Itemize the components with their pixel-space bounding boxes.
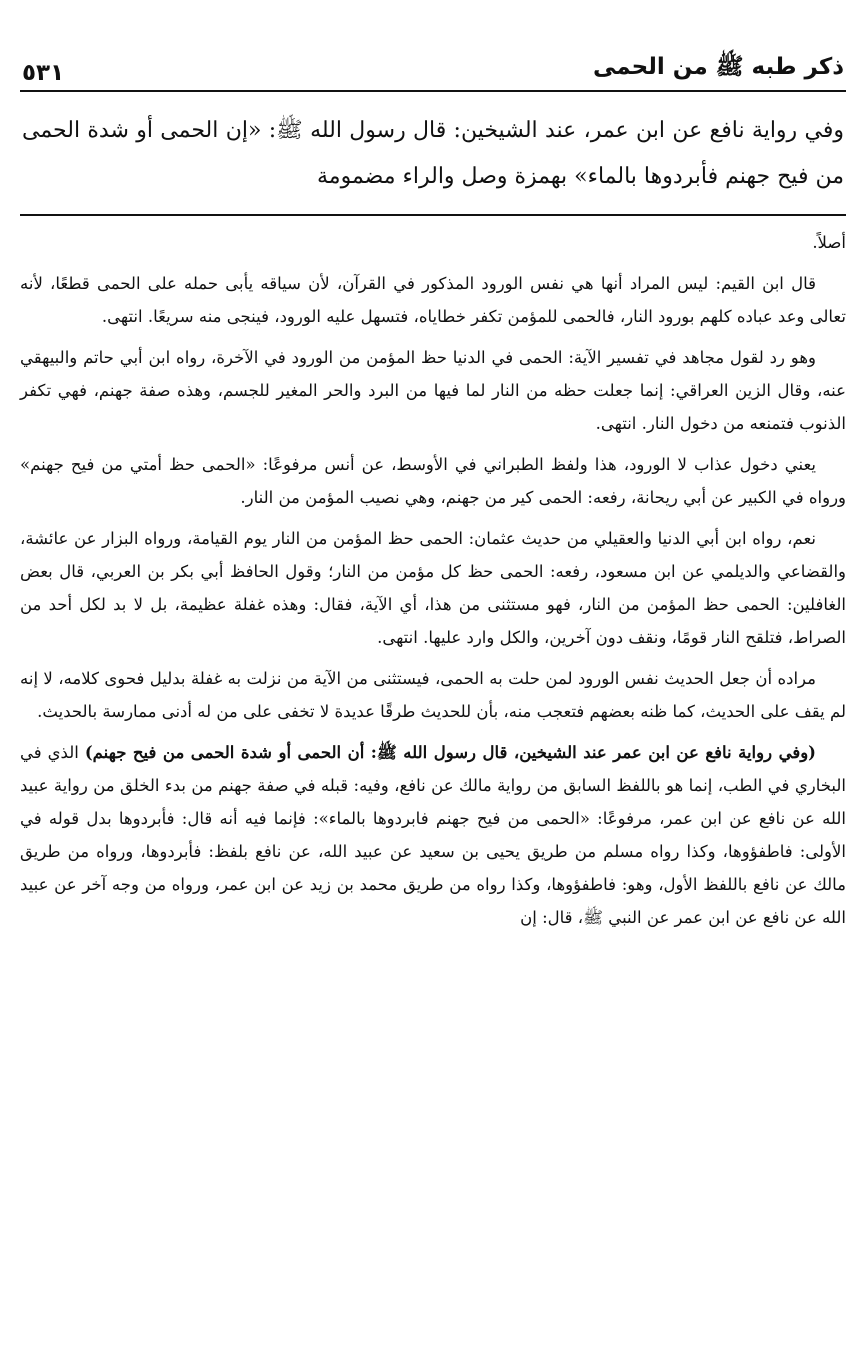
commentary: [20, 226, 846, 934]
commentary-paragraph: يعني دخول عذاب لا الورود، هذا ولفظ الطبراني في الأوسط، عن أنس مرفوعًا: «الحمى حظ أمتي من فيح جهنم» ورواه في الكبير عن أبي ريحانة، رفعه: الحمى كير من جهنم، وهي نصيب المؤمن من النار.: [20, 455, 846, 507]
commentary-paragraph: نعم، رواه ابن أبي الدنيا والعقيلي من حديث عثمان: الحمى حظ المؤمن من النار يوم القيامة، ورواه البزار عن عائشة، والقضاعي والديلمي عن ابن مسعود، رفعه: الحمى حظ كل مؤمن من النار؛ وقول الحافظ أبي بكر بن العربي، قال بعض الغافلين: الحمى حظ المؤمن من النار، فهو مستثنى من هذا، أي الآية، فقال: وهذه غفلة عظيمة، بل لا بد لكل أحد من الصراط، فتلقح النار قومًا، ونقف دون آخرين، والكل وارد عليها. انتهى.: [20, 529, 846, 647]
commentary-paragraph: أصلاً.: [812, 233, 846, 252]
page-number: ٥٣١: [22, 60, 65, 86]
commentary-paragraph: وهو رد لقول مجاهد في تفسير الآية: الحمى في الدنيا حظ المؤمن من الورود في الآخرة، رواه ابن أبي حاتم والبيهقي عنه، وقال الزين العراقي: إنما جعلت حظه من النار لما فيها من البرد والحر المغير للجسم، وهذه صفة جهنم، فهي تكفر الذنوب فتمنعه من دخول النار. انتهى.: [20, 348, 846, 433]
separator-rule: [20, 214, 846, 216]
page-header: [20, 52, 846, 92]
commentary-paragraph-last: [20, 736, 846, 934]
hadith-text: وفي رواية نافع عن ابن عمر، عند الشيخين: قال رسول الله ﷺ: «إن الحمى أو شدة الحمى من فيح جهنم فأبردوها بالماء» بهمزة وصل والراء مضمومة: [22, 118, 844, 189]
running-title: ذكر طبه ﷺ من الحمى: [592, 54, 844, 80]
commentary-paragraph: مراده أن جعل الحديث نفس الورود لمن حلت به الحمى، فيستثنى من الآية من نزلت به غفلة بدليل فحوى كلامه، لا إنه لم يقف على الحديث، كما ظنه بعضهم فتعجب منه، بأن للحديث طرقًا عديدة لا تخفى على من له أدنى ممارسة بالحديث.: [20, 669, 846, 721]
quoted-matn: (وفي رواية نافع عن ابن عمر عند الشيخين، قال رسول الله ﷺ: أن الحمى أو شدة الحمى من فيح جهنم): [84, 743, 816, 762]
commentary-paragraph: قال ابن القيم: ليس المراد أنها هي نفس الورود المذكور في القرآن، لأن سياقه يأبى حمله على الحمى قطعًا، لأنه تعالى وعد عباده كلهم بورود النار، فالحمى للمؤمن تكفر خطاياه، فتسهل عليه الورود، فينجى منه سريعًا. انتهى.: [20, 274, 846, 326]
book-page: [20, 52, 846, 942]
commentary-text: الذي في البخاري في الطب، إنما هو باللفظ السابق من رواية مالك عن نافع، وفيه: قبله في صفة جهنم من بدء الخلق من رواية عبيد الله عن نافع عن ابن عمر، مرفوعًا: «الحمى من فيح جهنم فابردوها بالماء»: فإنما فيه أنه قال: فأبردوها بدل قوله في الأولى: فاطفؤوها، وكذا رواه مسلم من طريق يحيى بن سعيد عن عبيد الله، عن نافع بلفظ: فأبردوها، ورواه من طريق مالك عن نافع باللفظ الأول، وهو: فاطفؤوها، وكذا رواه من طريق محمد بن زيد عن ابن عمر، ورواه من وجه آخر عن عبيد الله عن نافع عن ابن عمر عن النبي ﷺ، قال: إن: [20, 743, 846, 927]
